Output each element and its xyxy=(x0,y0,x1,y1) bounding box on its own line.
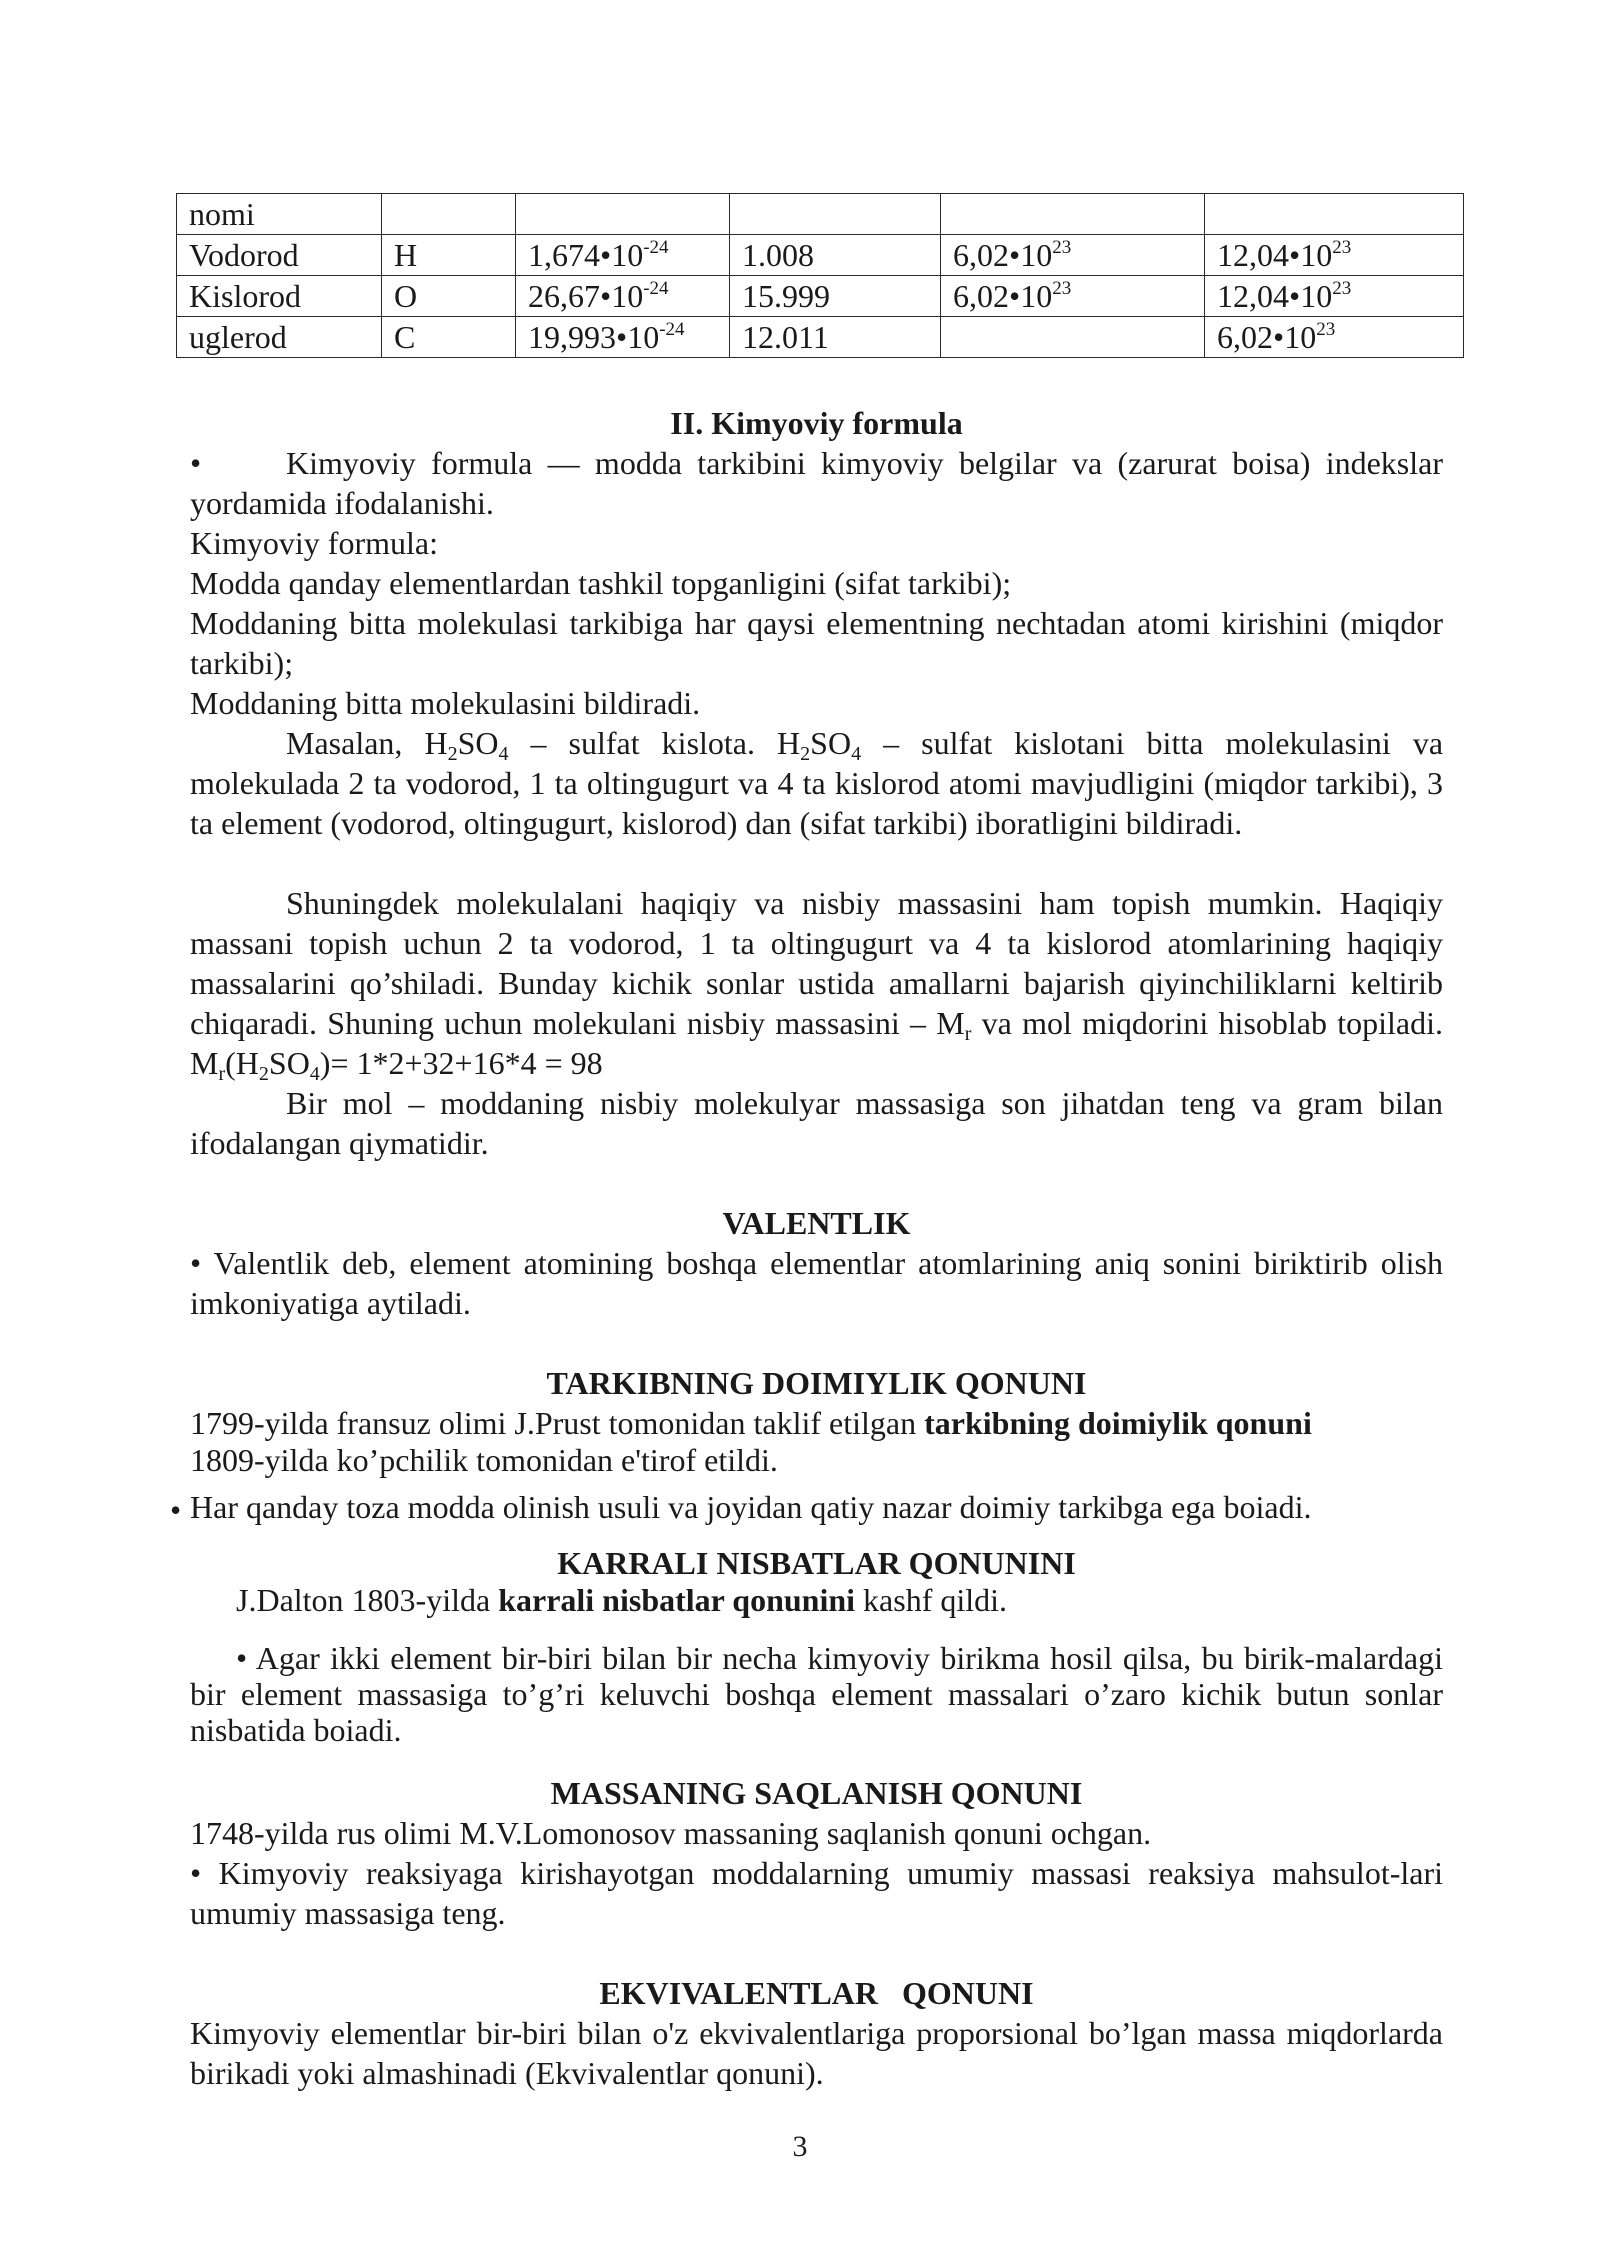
text-line: J.Dalton 1803-yilda karrali nisbatlar qonunini kashf qildi. xyxy=(236,1582,1008,1618)
table-cell: $19,993•10^{-24}$ xyxy=(516,317,730,358)
table-cell xyxy=(516,194,730,235)
table-cell xyxy=(382,194,516,235)
text-line: 1748-yilda rus olimi M.V.Lomonosov massaning saqlanish qonuni ochgan. xyxy=(190,1815,1152,1851)
example-paragraph: Masalan, $H_2SO_4$ – sulfat kislota. $H_2SO_4$ – sulfat kislotani bitta molekulasini va molekulada 2 ta vodorod, 1 ta oltingugurt va 4 ta kislorod atomi mavjudligini (miqdor tarkibi), 3 ta element (vodorod, oltingugurt, kislorod) dan (sifat tarkibi) iboratligini bildiradi. xyxy=(190,725,1444,841)
table-row xyxy=(177,276,1464,317)
table-cell: C xyxy=(382,317,516,358)
massa-paragraph: • Kimyoviy reaksiyaga kirishayotgan moddalarning umumiy massasi reaksiya mahsulot-lari umumiy massasiga teng. xyxy=(190,1855,1443,1931)
section-title-massa: MASSANING SAQLANISH QONUNI xyxy=(550,1775,1083,1811)
page-number: 3 xyxy=(792,2130,808,2163)
elements-table xyxy=(176,193,1464,358)
table-cell: uglerod xyxy=(177,317,382,358)
section-title-valentlik: VALENTLIK xyxy=(722,1205,911,1241)
table-cell xyxy=(941,317,1205,358)
bullet: • xyxy=(170,1492,182,1528)
valentlik-paragraph: • Valentlik deb, element atomining boshqa elementlar atomlarining aniq sonini biriktirib olish imkoniyatiga aytiladi. xyxy=(190,1245,1443,1321)
text-line: 1799-yilda fransuz olimi J.Prust tomonidan taklif etilgan tarkibning doimiylik qonuni xyxy=(190,1405,1312,1441)
mass-paragraph: Shuningdek molekulalani haqiqiy va nisbiy massasini ham topish mumkin. Haqiqiy massani topish uchun 2 ta vodorod, 1 ta oltingugurt va 4 ta kislorod atomlarining haqiqiy massalarini qo’shiladi. Bunday kichik sonlar ustida amallarni bajarish qiyinchiliklarni keltirib chiqaradi. Shuning uchun molekulani nisbiy massasini – $M_r$ va mol miqdorini hisoblab topiladi. $M_r(H_2SO_4)= 1*2+32+16*4 = 98$ xyxy=(190,885,1444,1085)
table-row xyxy=(177,235,1464,276)
table-cell: nomi xyxy=(177,194,382,235)
text-line: Moddaning bitta molekulasi tarkibiga har qaysi elementning nechtadan atomi kirishini (miqdor tarkibi); xyxy=(190,605,1443,681)
table-cell: H xyxy=(382,235,516,276)
table-cell: $6,02•10^{23}$ xyxy=(1205,317,1464,358)
table-cell: $1,674•10^{-24}$ xyxy=(516,235,730,276)
text-line: Moddaning bitta molekulasini bildiradi. xyxy=(190,685,701,721)
definition-paragraph: Kimyoviy formula — modda tarkibini kimyoviy belgilar va (zarurat boisa) indekslar yordamida ifodalanishi. xyxy=(190,445,1443,521)
table-row xyxy=(177,317,1464,358)
table-cell: 1.008 xyxy=(730,235,941,276)
karrali-paragraph: • Agar ikki element bir-biri bilan bir necha kimyoviy birikma hosil qilsa, bu birik-malardagi bir element massasiga to’g’ri keluvchi boshqa element massalari o’zaro kichik butun sonlar nisbatida boiadi. xyxy=(190,1640,1443,1748)
table-cell: $12,04•10^{23}$ xyxy=(1205,276,1464,317)
table-cell: Kislorod xyxy=(177,276,382,317)
section-title-tarkib: TARKIBNING DOIMIYLIK QONUNI xyxy=(546,1365,1087,1401)
table-cell xyxy=(730,194,941,235)
bullet: • xyxy=(190,445,202,481)
text-line: Modda qanday elementlardan tashkil topganligini (sifat tarkibi); xyxy=(190,565,1012,601)
tarkib-paragraph: Har qanday toza modda olinish usuli va joyidan qatiy nazar doimiy tarkibga ega boiadi. xyxy=(190,1489,1312,1525)
table-cell: 12.011 xyxy=(730,317,941,358)
table-cell: $12,04•10^{23}$ xyxy=(1205,235,1464,276)
table-cell xyxy=(941,194,1205,235)
table-cell: 15.999 xyxy=(730,276,941,317)
mol-paragraph: Bir mol – moddaning nisbiy molekulyar massasiga son jihatdan teng va gram bilan ifodalangan qiymatidir. xyxy=(190,1085,1443,1161)
ekvivalent-paragraph: Kimyoviy elementlar bir-biri bilan o'z ekvivalentlariga proporsional bo’lgan massa miqdorlarda birikadi yoki almashinadi (Ekvivalentlar qonuni). xyxy=(190,2015,1443,2091)
table-cell: $6,02•10^{23}$ xyxy=(941,276,1205,317)
table-cell: O xyxy=(382,276,516,317)
section-title-ekvivalent: EKVIVALENTLAR QONUNI xyxy=(599,1975,1034,2011)
table-cell: Vodorod xyxy=(177,235,382,276)
table-cell: $26,67•10^{-24}$ xyxy=(516,276,730,317)
text-line: Kimyoviy formula: xyxy=(190,525,438,561)
section-title-kimyoviy-formula: II. Kimyoviy formula xyxy=(670,405,963,441)
section-title-karrali: KARRALI NISBATLAR QONUNINI xyxy=(557,1545,1076,1581)
table-row xyxy=(177,194,1464,235)
table-cell: $6,02•10^{23}$ xyxy=(941,235,1205,276)
text-line: 1809-yilda ko’pchilik tomonidan e'tirof etildi. xyxy=(190,1442,778,1478)
table-cell xyxy=(1205,194,1464,235)
